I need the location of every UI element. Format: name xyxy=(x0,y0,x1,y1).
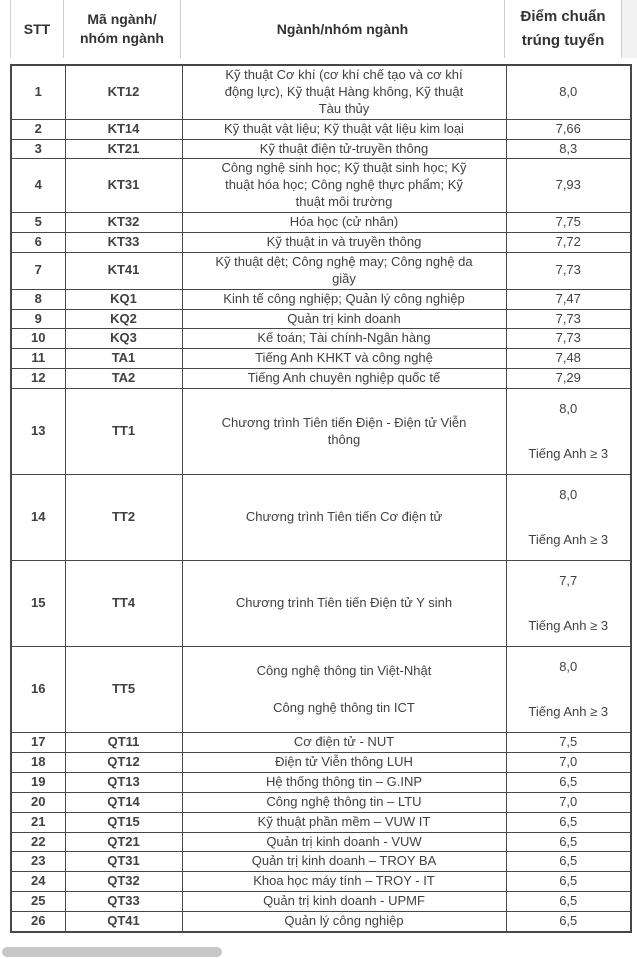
cell-text: 7,29 xyxy=(555,370,581,386)
table-row xyxy=(11,733,631,753)
table-row xyxy=(11,561,631,647)
cell-text: 1 xyxy=(34,83,42,99)
cell-text: 7,73 xyxy=(555,310,581,326)
code-cell xyxy=(65,233,182,253)
score-cell xyxy=(506,329,631,349)
table-row xyxy=(11,389,631,475)
cell-text: 10 xyxy=(31,330,46,346)
cell-text: Kỹ thuật phần mềm – VUW IT xyxy=(257,813,431,829)
header-right-band xyxy=(622,0,637,58)
cell-text: 12 xyxy=(31,370,46,386)
code-cell xyxy=(65,772,182,792)
cell-text: 7,5 xyxy=(559,734,578,750)
code-cell xyxy=(65,159,182,213)
code-cell xyxy=(65,289,182,309)
code-cell xyxy=(65,349,182,369)
cell-text: QT31 xyxy=(107,853,140,869)
header-name xyxy=(181,0,505,58)
table-row xyxy=(11,252,631,289)
cell-text: 22 xyxy=(31,833,46,849)
stt-cell xyxy=(11,252,65,289)
table-row xyxy=(11,647,631,733)
stt-cell xyxy=(11,912,65,932)
score-cell xyxy=(506,912,631,932)
score-cell xyxy=(506,159,631,213)
name-cell xyxy=(182,753,506,773)
code-cell xyxy=(65,561,182,647)
table-row xyxy=(11,475,631,561)
cell-text: 15 xyxy=(31,595,46,611)
cell-text: 7,47 xyxy=(555,290,581,306)
cell-text: KT41 xyxy=(107,262,140,278)
score-cell xyxy=(506,233,631,253)
stt-cell xyxy=(11,561,65,647)
table-row xyxy=(11,812,631,832)
cell-text: Tiếng Anh ≥ 3 xyxy=(528,703,609,719)
cell-text: 17 xyxy=(31,734,46,750)
cell-text: thông xyxy=(327,431,361,447)
cell-text: Quản trị kinh doanh - UPMF xyxy=(263,893,425,909)
score-cell xyxy=(506,139,631,159)
cell-text: 6,5 xyxy=(559,893,578,909)
cell-text: 18 xyxy=(31,754,46,770)
code-cell xyxy=(65,832,182,852)
table-row xyxy=(11,912,631,932)
cell-text: Kế toán; Tài chính-Ngân hàng xyxy=(257,330,431,346)
cell-text: KQ3 xyxy=(110,330,137,346)
code-cell xyxy=(65,309,182,329)
name-cell xyxy=(182,329,506,349)
score-cell xyxy=(506,812,631,832)
cell-text: 9 xyxy=(34,310,42,326)
stt-cell xyxy=(11,733,65,753)
code-cell xyxy=(65,753,182,773)
cell-text: 20 xyxy=(31,793,46,809)
stt-cell xyxy=(11,213,65,233)
score-cell xyxy=(506,213,631,233)
cell-text: 8,0 xyxy=(559,400,578,416)
cell-text: Tiếng Anh chuyên nghiệp quốc tế xyxy=(247,370,441,386)
cell-text: Kỹ thuật điện tử-truyền thông xyxy=(259,140,429,156)
cell-text: 7,72 xyxy=(555,234,581,250)
stt-cell xyxy=(11,159,65,213)
name-cell xyxy=(182,647,506,733)
table-row xyxy=(11,309,631,329)
cell-text: QT32 xyxy=(107,873,140,889)
cell-text: Tiếng Anh ≥ 3 xyxy=(528,445,609,461)
table-row xyxy=(11,159,631,213)
score-cell xyxy=(506,119,631,139)
code-cell xyxy=(65,369,182,389)
header-stt xyxy=(10,0,64,58)
cell-text: thuật môi trường xyxy=(295,194,393,210)
cell-text: 7,75 xyxy=(555,214,581,230)
table-row xyxy=(11,772,631,792)
stt-cell xyxy=(11,772,65,792)
score-cell xyxy=(506,647,631,733)
header-score-label-line1: Điểm chuẩn xyxy=(520,8,606,25)
stt-cell xyxy=(11,647,65,733)
stt-cell xyxy=(11,349,65,369)
header-code xyxy=(64,0,181,58)
name-cell xyxy=(182,812,506,832)
code-cell xyxy=(65,792,182,812)
score-table xyxy=(10,64,632,933)
table-row xyxy=(11,289,631,309)
name-cell xyxy=(182,309,506,329)
cell-text: 11 xyxy=(31,350,46,366)
cell-text: KT21 xyxy=(107,140,140,156)
cell-text: Quản trị kinh doanh – TROY BA xyxy=(251,853,437,869)
cell-text: động lực), Kỹ thuật Hàng không, Kỹ thuật xyxy=(224,83,464,99)
cell-text: KT14 xyxy=(107,120,140,136)
stt-cell xyxy=(11,753,65,773)
code-cell xyxy=(65,65,182,119)
stt-cell xyxy=(11,233,65,253)
cell-text: TT2 xyxy=(111,509,136,525)
cell-text: 7,93 xyxy=(555,177,581,193)
cell-text: Chương trình Tiên tiến Điện - Điện tử Viễn xyxy=(221,414,467,430)
name-cell xyxy=(182,233,506,253)
score-cell xyxy=(506,561,631,647)
stt-cell xyxy=(11,852,65,872)
code-cell xyxy=(65,389,182,475)
name-cell xyxy=(182,389,506,475)
cell-text: Khoa học máy tính – TROY - IT xyxy=(253,873,435,889)
cell-text: Quản trị kinh doanh - VUW xyxy=(266,833,422,849)
cell-text: Chương trình Tiên tiến Điện tử Y sinh xyxy=(235,595,453,611)
code-cell xyxy=(65,812,182,832)
stt-cell xyxy=(11,872,65,892)
score-cell xyxy=(506,892,631,912)
cell-text: KT32 xyxy=(107,214,140,230)
cell-text: Quản trị kinh doanh xyxy=(287,310,401,326)
cell-text: Kỹ thuật vật liệu; Kỹ thuật vật liệu kim loại xyxy=(224,120,464,136)
name-cell xyxy=(182,832,506,852)
score-cell xyxy=(506,792,631,812)
header-code-label-line1: Mã ngành/ xyxy=(87,11,157,28)
cell-text: TA1 xyxy=(111,350,136,366)
cell-text: Điện tử Viễn thông LUH xyxy=(275,754,413,770)
score-cell xyxy=(506,832,631,852)
cell-text: 8,0 xyxy=(559,83,578,99)
name-cell xyxy=(182,772,506,792)
header-name-label: Ngành/nhóm ngành xyxy=(276,20,409,37)
cell-text: TA2 xyxy=(111,370,136,386)
code-cell xyxy=(65,852,182,872)
score-cell xyxy=(506,753,631,773)
header-code-label-line2: nhóm ngành xyxy=(80,30,164,46)
cell-text: Hóa học (cử nhân) xyxy=(289,214,399,230)
cell-text: 3 xyxy=(34,140,42,156)
cell-text: 7,0 xyxy=(559,793,578,809)
score-cell xyxy=(506,65,631,119)
cell-text: 5 xyxy=(34,214,42,230)
cell-text: 8,0 xyxy=(559,658,578,674)
cell-text: 2 xyxy=(34,120,42,136)
score-cell xyxy=(506,389,631,475)
cell-text: QT13 xyxy=(107,773,140,789)
header-score-label-line2: trúng tuyển xyxy=(521,32,605,49)
cell-text: TT5 xyxy=(111,681,136,697)
cell-text: 25 xyxy=(31,893,46,909)
cell-text: 13 xyxy=(31,423,46,439)
table-row xyxy=(11,792,631,812)
cell-text: Công nghệ sinh học; Kỹ thuật sinh học; Kỹ xyxy=(221,160,467,176)
cell-text: 8,3 xyxy=(559,140,578,156)
code-cell xyxy=(65,647,182,733)
table-row xyxy=(11,233,631,253)
name-cell xyxy=(182,119,506,139)
name-cell xyxy=(182,159,506,213)
table-header xyxy=(10,0,637,58)
code-cell xyxy=(65,252,182,289)
cell-text: 7 xyxy=(34,262,42,278)
table-row xyxy=(11,872,631,892)
score-cell xyxy=(506,309,631,329)
score-cell xyxy=(506,733,631,753)
cell-text: 6,5 xyxy=(559,773,578,789)
cell-text: 6,5 xyxy=(559,853,578,869)
stt-cell xyxy=(11,329,65,349)
score-cell xyxy=(506,852,631,872)
score-cell xyxy=(506,872,631,892)
cell-text: KQ2 xyxy=(110,310,137,326)
stt-cell xyxy=(11,832,65,852)
name-cell xyxy=(182,872,506,892)
table-row xyxy=(11,753,631,773)
cell-text: Công nghệ thông tin ICT xyxy=(273,699,415,715)
code-cell xyxy=(65,329,182,349)
cell-text: QT11 xyxy=(107,734,140,750)
cell-text: Kỹ thuật in và truyền thông xyxy=(266,234,422,250)
cell-text: Tiếng Anh KHKT và công nghệ xyxy=(255,350,433,366)
score-cell xyxy=(506,289,631,309)
cell-text: QT12 xyxy=(107,754,140,770)
cell-text: TT1 xyxy=(111,423,136,439)
cell-text: Công nghệ thông tin Việt-Nhật xyxy=(256,662,432,678)
stt-cell xyxy=(11,309,65,329)
cell-text: 6 xyxy=(34,234,42,250)
name-cell xyxy=(182,349,506,369)
cell-text: giầy xyxy=(332,270,356,286)
code-cell xyxy=(65,139,182,159)
cell-text: 6,5 xyxy=(559,833,578,849)
cell-text: 6,5 xyxy=(559,813,578,829)
code-cell xyxy=(65,475,182,561)
cell-text: 6,5 xyxy=(559,873,578,889)
cell-text: 8,0 xyxy=(559,486,578,502)
cell-text: 19 xyxy=(31,773,46,789)
cell-text: Công nghệ thông tin – LTU xyxy=(266,793,422,809)
name-cell xyxy=(182,792,506,812)
table-row xyxy=(11,119,631,139)
cell-text: Kinh tế công nghiệp; Quản lý công nghiệp xyxy=(223,290,465,306)
cell-text: KT12 xyxy=(107,83,140,99)
cell-text: QT14 xyxy=(107,793,140,809)
name-cell xyxy=(182,289,506,309)
cell-text: 7,0 xyxy=(559,754,578,770)
cell-text: 24 xyxy=(31,873,46,889)
cell-text: KT33 xyxy=(107,234,140,250)
table-row xyxy=(11,139,631,159)
table-row xyxy=(11,369,631,389)
cell-text: 7,73 xyxy=(555,262,581,278)
stt-cell xyxy=(11,119,65,139)
cell-text: Quản lý công nghiệp xyxy=(284,913,404,929)
cell-text: 26 xyxy=(31,913,46,929)
stt-cell xyxy=(11,65,65,119)
cell-text: 7,7 xyxy=(559,572,578,588)
cell-text: Tàu thủy xyxy=(318,100,370,116)
cell-text: TT4 xyxy=(111,595,136,611)
table-row xyxy=(11,329,631,349)
code-cell xyxy=(65,733,182,753)
cell-text: 7,66 xyxy=(555,120,581,136)
code-cell xyxy=(65,119,182,139)
horizontal-scrollbar-thumb[interactable] xyxy=(2,947,222,957)
cell-text: Kỹ thuật Cơ khí (cơ khí chế tạo và cơ khí xyxy=(225,67,463,82)
stt-cell xyxy=(11,289,65,309)
stt-cell xyxy=(11,369,65,389)
name-cell xyxy=(182,852,506,872)
cell-text: Kỹ thuật dệt; Công nghệ may; Công nghệ da xyxy=(215,253,473,269)
cell-text: QT33 xyxy=(107,893,140,909)
table-row xyxy=(11,213,631,233)
name-cell xyxy=(182,912,506,932)
table-row xyxy=(11,892,631,912)
cell-text: Hệ thống thông tin – G.INP xyxy=(265,773,423,789)
stt-cell xyxy=(11,792,65,812)
name-cell xyxy=(182,475,506,561)
cell-text: KQ1 xyxy=(110,290,137,306)
cell-text: KT31 xyxy=(107,177,140,193)
cell-text: 8 xyxy=(34,290,42,306)
cell-text: 7,73 xyxy=(555,330,581,346)
cell-text: QT41 xyxy=(107,913,140,929)
cell-text: Tiếng Anh ≥ 3 xyxy=(528,617,609,633)
cell-text: Chương trình Tiên tiến Cơ điện tử xyxy=(245,509,443,525)
cell-text: 16 xyxy=(31,681,46,697)
cell-text: Cơ điện tử - NUT xyxy=(293,734,395,750)
cell-text: 21 xyxy=(31,813,46,829)
cell-text: 23 xyxy=(31,853,46,869)
cell-text: QT21 xyxy=(107,833,140,849)
cell-text: 7,48 xyxy=(555,350,581,366)
cell-text: Tiếng Anh ≥ 3 xyxy=(528,531,609,547)
stt-cell xyxy=(11,139,65,159)
name-cell xyxy=(182,252,506,289)
header-score xyxy=(505,0,622,58)
name-cell xyxy=(182,213,506,233)
table-row xyxy=(11,832,631,852)
code-cell xyxy=(65,213,182,233)
header-stt-label: STT xyxy=(23,20,51,37)
code-cell xyxy=(65,912,182,932)
cell-text: 4 xyxy=(34,177,42,193)
name-cell xyxy=(182,892,506,912)
stt-cell xyxy=(11,475,65,561)
cell-text: 6,5 xyxy=(559,913,578,929)
stt-cell xyxy=(11,812,65,832)
score-table-body xyxy=(11,65,631,932)
score-cell xyxy=(506,369,631,389)
stt-cell xyxy=(11,892,65,912)
name-cell xyxy=(182,369,506,389)
name-cell xyxy=(182,65,506,119)
score-cell xyxy=(506,475,631,561)
cell-text: QT15 xyxy=(107,813,140,829)
name-cell xyxy=(182,561,506,647)
cell-text: 14 xyxy=(31,509,46,525)
name-cell xyxy=(182,139,506,159)
code-cell xyxy=(65,872,182,892)
cell-text: thuật hóa học; Công nghệ thực phẩm; Kỹ xyxy=(225,177,463,193)
score-cell xyxy=(506,252,631,289)
stt-cell xyxy=(11,389,65,475)
table-row xyxy=(11,852,631,872)
code-cell xyxy=(65,892,182,912)
score-cell xyxy=(506,349,631,369)
name-cell xyxy=(182,733,506,753)
table-row xyxy=(11,349,631,369)
score-cell xyxy=(506,772,631,792)
table-row xyxy=(11,65,631,119)
